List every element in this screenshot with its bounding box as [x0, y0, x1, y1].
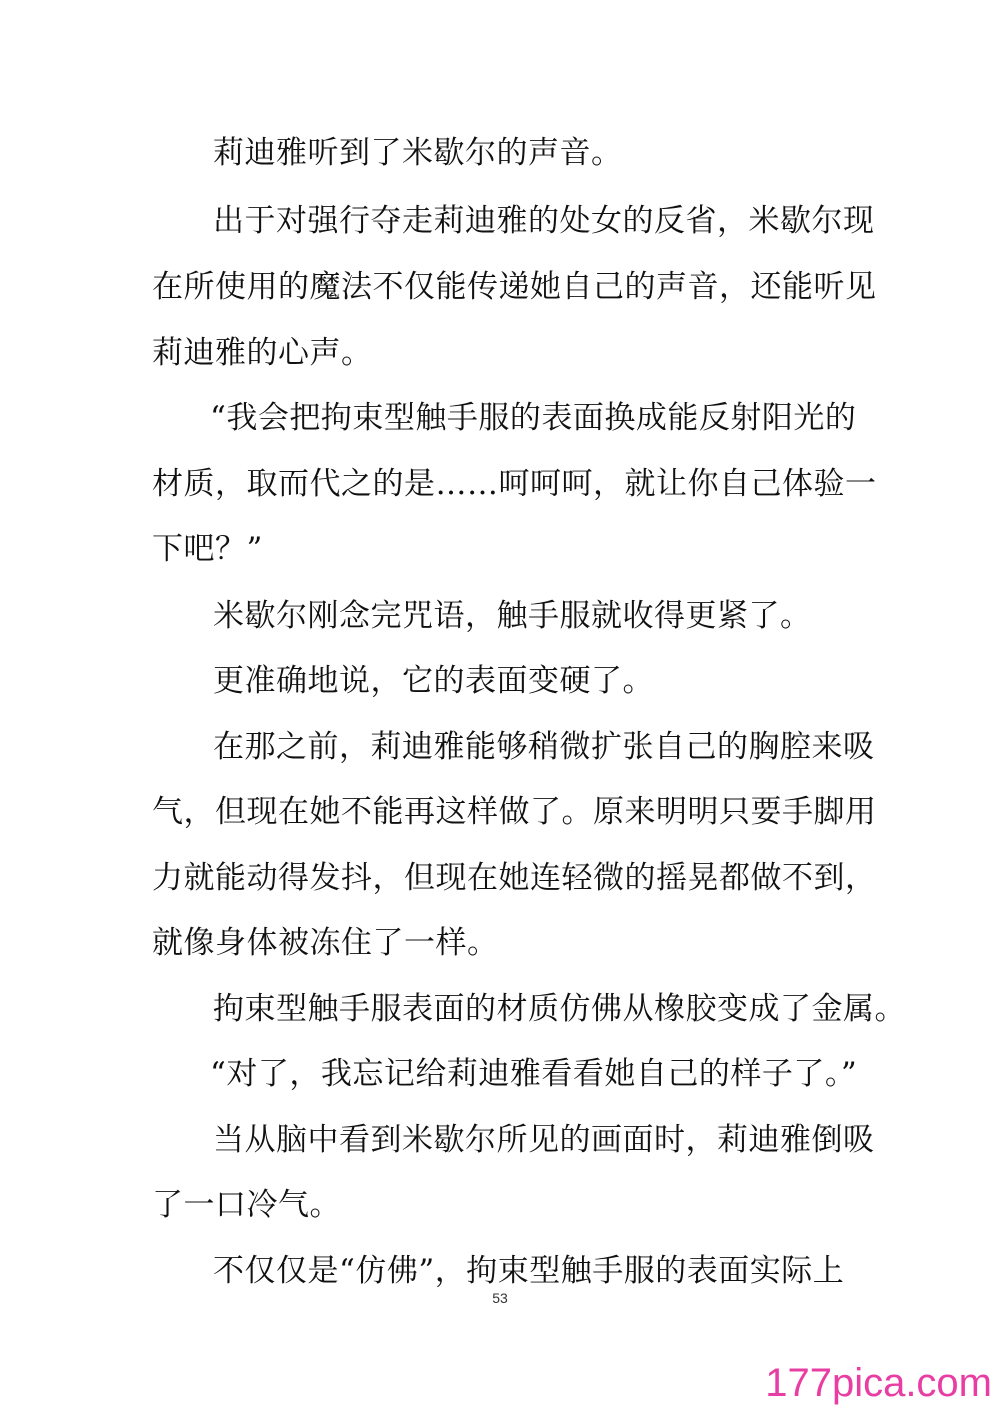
text-line: 了一口冷气。	[152, 1187, 341, 1223]
text-line: “我会把拘束型触手服的表面换成能反射阳光的	[210, 400, 857, 436]
text-line: 力就能动得发抖，但现在她连轻微的摇晃都做不到，	[152, 860, 877, 896]
text-line: 在所使用的魔法不仅能传递她自己的声音，还能听见	[152, 269, 877, 305]
page-number: 53	[492, 1290, 508, 1306]
text-line: 气，但现在她不能再这样做了。原来明明只要手脚用	[152, 794, 877, 830]
text-line: 就像身体被冻住了一样。	[152, 925, 499, 961]
text-line: 更准确地说，它的表面变硬了。	[213, 663, 654, 699]
text-line: 下吧？”	[152, 531, 263, 567]
text-line: 出于对强行夺走莉迪雅的处女的反省，米歇尔现	[213, 203, 875, 239]
text-line: 莉迪雅的心声。	[152, 335, 373, 371]
text-line: 拘束型触手服表面的材质仿佛从橡胶变成了金属。	[213, 991, 906, 1027]
text-line: “对了，我忘记给莉迪雅看看她自己的样子了。”	[210, 1056, 858, 1092]
text-line: 不仅仅是“仿佛”，拘束型触手服的表面实际上	[213, 1253, 845, 1289]
text-line: 米歇尔刚念完咒语，触手服就收得更紧了。	[213, 598, 812, 634]
text-line: 莉迪雅听到了米歇尔的声音。	[213, 135, 623, 171]
text-line: 当从脑中看到米歇尔所见的画面时，莉迪雅倒吸	[213, 1122, 875, 1158]
watermark-text: 177pica.com	[765, 1361, 992, 1405]
text-line: 在那之前，莉迪雅能够稍微扩张自己的胸腔来吸	[213, 729, 875, 765]
text-line: 材质，取而代之的是……呵呵呵，就让你自己体验一	[152, 466, 877, 502]
